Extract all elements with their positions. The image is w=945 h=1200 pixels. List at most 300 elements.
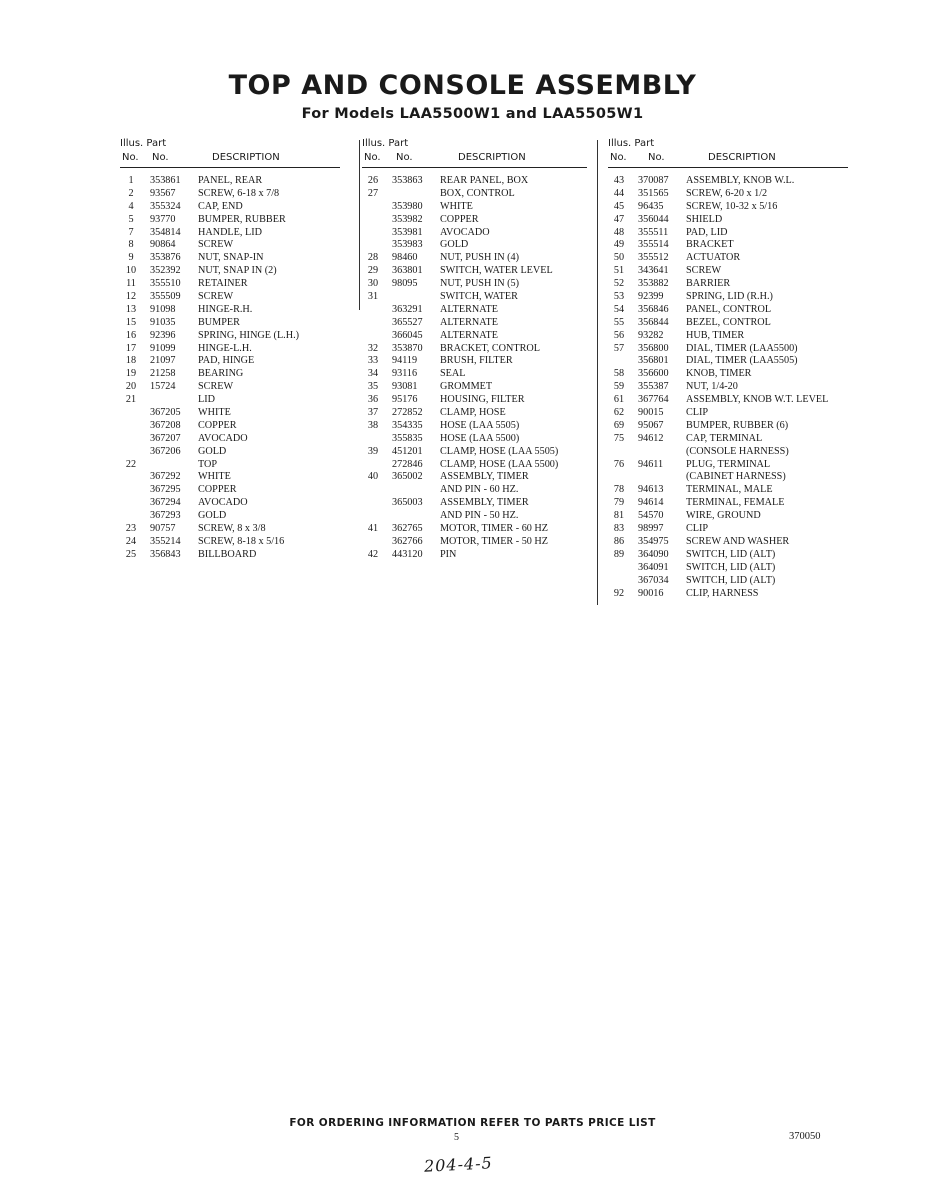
parts-row [362, 343, 587, 356]
part-description: BRACKET [686, 239, 734, 251]
part-number: 96435 [638, 200, 664, 212]
parts-row [608, 446, 848, 459]
part-number: 362765 [392, 523, 423, 535]
parts-row [362, 317, 587, 330]
part-description: ASSEMBLY, KNOB W.L. [686, 175, 795, 186]
parts-row [608, 407, 848, 420]
part-description: NUT, 1/4-20 [686, 381, 738, 393]
column-header-no: No. [610, 152, 627, 163]
parts-row [362, 368, 587, 381]
part-number: 354975 [638, 535, 669, 547]
parts-row [120, 317, 340, 330]
part-number: 94119 [392, 355, 418, 367]
part-description: HANDLE, LID [198, 226, 262, 238]
part-number: 355511 [638, 226, 669, 238]
illus-number: 28 [367, 252, 379, 264]
part-description: GOLD [440, 239, 469, 251]
part-description: AVOCADO [440, 226, 490, 238]
parts-row [362, 536, 587, 549]
part-number: 90015 [638, 407, 664, 419]
parts-row [608, 188, 848, 201]
parts-row [362, 394, 587, 407]
illus-number: 48 [613, 226, 625, 238]
part-number: 364091 [638, 561, 669, 573]
part-number: 355324 [150, 200, 181, 212]
illus-number: 42 [367, 548, 379, 560]
illus-number: 51 [613, 265, 625, 277]
parts-row [608, 510, 848, 523]
parts-row [362, 330, 587, 343]
illus-number: 40 [367, 471, 379, 483]
part-number: 367294 [150, 497, 181, 509]
illus-number: 38 [367, 419, 379, 431]
part-number: 354335 [392, 419, 423, 431]
illus-number: 76 [613, 458, 625, 470]
part-description: BRUSH, FILTER [440, 355, 513, 367]
part-number: 21097 [150, 355, 176, 367]
illus-number: 30 [367, 278, 379, 290]
parts-row [120, 549, 340, 562]
parts-row [120, 214, 340, 227]
parts-row [608, 265, 848, 278]
illus-number: 11 [126, 278, 136, 290]
illus-number: 23 [125, 523, 137, 535]
parts-row [608, 343, 848, 356]
part-description: SCREW, 10-32 x 5/16 [686, 200, 778, 212]
parts-row [608, 497, 848, 510]
part-number: 365002 [392, 471, 423, 483]
illus-number: 5 [128, 213, 134, 225]
part-description: NUT, SNAP-IN [198, 252, 264, 264]
part-description: SPRING, LID (R.H.) [686, 291, 773, 303]
parts-row [608, 291, 848, 304]
parts-row [608, 575, 848, 588]
part-number: 356801 [638, 355, 669, 367]
part-description: BARRIER [686, 278, 731, 290]
illus-number: 18 [125, 355, 137, 367]
part-description: NUT, PUSH IN (4) [440, 252, 520, 264]
part-description: CAP, END [198, 200, 243, 212]
part-description: HOUSING, FILTER [440, 394, 525, 406]
part-description: BOX, CONTROL [440, 187, 515, 199]
parts-row [362, 265, 587, 278]
illus-number: 25 [125, 548, 137, 560]
parts-row [362, 471, 587, 484]
page-number: 5 [454, 1132, 459, 1143]
part-description: KNOB, TIMER [686, 368, 752, 380]
part-description: GOLD [198, 510, 227, 522]
part-description: MOTOR, TIMER - 50 HZ [440, 535, 549, 547]
parts-row [120, 459, 340, 472]
parts-row [362, 175, 587, 188]
illus-number: 49 [613, 239, 625, 251]
illus-number: 62 [613, 407, 625, 419]
part-number: 353882 [638, 278, 669, 290]
parts-row [120, 420, 340, 433]
parts-row [362, 497, 587, 510]
illus-number: 50 [613, 252, 625, 264]
illus-number: 83 [613, 523, 625, 535]
part-number: 355835 [392, 432, 423, 444]
illus-number: 52 [613, 278, 625, 290]
part-number: 356800 [638, 342, 669, 354]
part-number: 94614 [638, 497, 664, 509]
column-header-part-no: No. [396, 152, 413, 163]
parts-row [608, 484, 848, 497]
part-number: 353863 [392, 175, 423, 186]
parts-row [608, 252, 848, 265]
part-description: SWITCH, WATER LEVEL [440, 265, 553, 277]
part-number: 365527 [392, 316, 423, 328]
part-description: GROMMET [440, 381, 493, 393]
parts-row [608, 459, 848, 472]
column-header-illus-part: Illus. Part [608, 138, 655, 149]
part-description: NUT, PUSH IN (5) [440, 278, 520, 290]
part-number: 93770 [150, 213, 176, 225]
parts-row [120, 201, 340, 214]
part-number: 21258 [150, 368, 176, 380]
illus-number: 13 [125, 303, 137, 315]
page-title: TOP AND CONSOLE ASSEMBLY [228, 70, 697, 101]
part-description: ASSEMBLY, TIMER [440, 497, 529, 509]
parts-row [120, 252, 340, 265]
parts-row [608, 536, 848, 549]
part-description: SCREW, 6-20 x 1/2 [686, 187, 768, 199]
parts-row [608, 549, 848, 562]
part-description: GOLD [198, 445, 227, 457]
parts-row [608, 394, 848, 407]
column-header-part-no: No. [648, 152, 665, 163]
illus-number: 21 [125, 394, 137, 406]
part-description: MOTOR, TIMER - 60 HZ [440, 523, 549, 535]
part-description: ASSEMBLY, KNOB W.T. LEVEL [686, 394, 829, 406]
part-number: 370087 [638, 175, 669, 186]
part-description: CLIP [686, 407, 709, 419]
parts-row [120, 446, 340, 459]
part-description: SCREW, 8 x 3/8 [198, 523, 266, 535]
part-number: 272852 [392, 407, 423, 419]
parts-row [362, 201, 587, 214]
illus-number: 34 [367, 368, 379, 380]
part-description: ALTERNATE [440, 316, 498, 328]
illus-number: 36 [367, 394, 379, 406]
part-description: SCREW, 6-18 x 7/8 [198, 187, 280, 199]
illus-number: 75 [613, 432, 625, 444]
part-description: (CABINET HARNESS) [686, 471, 786, 483]
parts-row [362, 523, 587, 536]
column-header-illus-part: Illus. Part [120, 138, 167, 149]
part-number: 356846 [638, 303, 669, 315]
part-number: 343641 [638, 265, 669, 277]
illus-number: 17 [125, 342, 137, 354]
part-description: SCREW [198, 381, 234, 393]
parts-row [362, 484, 587, 497]
part-number: 356600 [638, 368, 669, 380]
part-number: 93116 [392, 368, 418, 380]
part-number: 363291 [392, 303, 423, 315]
part-description: BUMPER [198, 316, 240, 328]
part-description: SCREW [198, 291, 234, 303]
parts-row [362, 433, 587, 446]
illus-number: 31 [367, 291, 379, 303]
part-description: SCREW [686, 265, 722, 277]
part-description: CLAMP, HOSE (LAA 5505) [440, 445, 559, 457]
parts-row [120, 343, 340, 356]
part-number: 15724 [150, 381, 176, 393]
part-description: ALTERNATE [440, 329, 498, 341]
column-header-part-no: No. [152, 152, 169, 163]
illus-number: 35 [367, 381, 379, 393]
parts-row [120, 355, 340, 368]
illus-number: 15 [125, 316, 137, 328]
header-rule [608, 167, 848, 168]
parts-row [362, 227, 587, 240]
part-description: HUB, TIMER [686, 329, 745, 341]
part-description: WHITE [198, 471, 231, 483]
illus-number: 37 [367, 407, 379, 419]
part-number: 351565 [638, 187, 669, 199]
illus-number: 43 [613, 175, 625, 186]
part-description: SEAL [440, 368, 466, 380]
parts-row [120, 394, 340, 407]
parts-row [362, 278, 587, 291]
parts-row [608, 368, 848, 381]
illus-number: 39 [367, 445, 379, 457]
part-description: AVOCADO [198, 432, 248, 444]
part-description: (CONSOLE HARNESS) [686, 445, 789, 457]
parts-row [120, 330, 340, 343]
part-description: NUT, SNAP IN (2) [198, 265, 277, 277]
column-header-description: DESCRIPTION [212, 152, 280, 163]
parts-row [608, 562, 848, 575]
part-number: 355514 [638, 239, 669, 251]
illus-number: 20 [125, 381, 137, 393]
part-description: SCREW, 8-18 x 5/16 [198, 535, 285, 547]
part-description: AND PIN - 60 HZ. [440, 484, 519, 496]
parts-row [608, 175, 848, 188]
part-description: SPRING, HINGE (L.H.) [198, 329, 300, 341]
part-description: BEZEL, CONTROL [686, 316, 771, 328]
part-number: 90016 [638, 587, 664, 599]
parts-row [608, 201, 848, 214]
parts-row [608, 355, 848, 368]
part-number: 92399 [638, 291, 664, 303]
part-description: SCREW [198, 239, 234, 251]
part-number: 367295 [150, 484, 181, 496]
parts-row [362, 239, 587, 252]
part-number: 94611 [638, 458, 664, 470]
part-number: 353982 [392, 213, 423, 225]
illus-number: 1 [128, 175, 134, 186]
part-description: PAD, HINGE [198, 355, 255, 367]
part-number: 363801 [392, 265, 423, 277]
illus-number: 54 [613, 303, 625, 315]
part-description: WHITE [440, 200, 473, 212]
part-number: 356044 [638, 213, 669, 225]
page-subtitle: For Models LAA5500W1 and LAA5505W1 [301, 106, 644, 122]
column-divider-2 [597, 140, 598, 605]
part-number: 365003 [392, 497, 423, 509]
illus-number: 61 [613, 394, 625, 406]
part-description: AVOCADO [198, 497, 248, 509]
part-description: WIRE, GROUND [686, 510, 761, 522]
part-number: 367205 [150, 407, 181, 419]
part-number: 93282 [638, 329, 664, 341]
parts-row [120, 188, 340, 201]
parts-row [120, 523, 340, 536]
parts-row [362, 188, 587, 201]
parts-row [362, 407, 587, 420]
part-description: TERMINAL, FEMALE [686, 497, 785, 509]
parts-row [608, 214, 848, 227]
part-description: PIN [440, 548, 457, 560]
illus-number: 9 [128, 252, 134, 264]
ordering-note: FOR ORDERING INFORMATION REFER TO PARTS PRICE LIST [289, 1117, 656, 1129]
illus-number: 69 [613, 419, 625, 431]
part-description: COPPER [198, 419, 237, 431]
parts-row [120, 471, 340, 484]
illus-number: 29 [367, 265, 379, 277]
parts-row [120, 484, 340, 497]
illus-number: 19 [125, 368, 137, 380]
illus-number: 8 [128, 239, 134, 251]
part-description: SWITCH, LID (ALT) [686, 548, 776, 560]
illus-number: 41 [367, 523, 379, 535]
part-number: 94613 [638, 484, 664, 496]
illus-number: 79 [613, 497, 625, 509]
part-description: ALTERNATE [440, 303, 498, 315]
part-description: BEARING [198, 368, 244, 380]
part-description: BUMPER, RUBBER [198, 213, 286, 225]
part-number: 91098 [150, 303, 176, 315]
part-description: COPPER [198, 484, 237, 496]
column-header-description: DESCRIPTION [708, 152, 776, 163]
parts-row [120, 278, 340, 291]
illus-number: 58 [613, 368, 625, 380]
parts-row [120, 510, 340, 523]
part-description: BILLBOARD [198, 548, 257, 560]
part-description: PANEL, CONTROL [686, 303, 772, 315]
part-description: SWITCH, WATER [440, 291, 518, 303]
part-number: 92396 [150, 329, 176, 341]
column-divider-1 [359, 140, 360, 310]
illus-number: 55 [613, 316, 625, 328]
part-description: AND PIN - 50 HZ. [440, 510, 519, 522]
part-description: PLUG, TERMINAL [686, 458, 771, 470]
illus-number: 92 [613, 587, 625, 599]
part-description: BRACKET, CONTROL [440, 342, 540, 354]
part-number: 90757 [150, 523, 176, 535]
part-number: 98095 [392, 278, 418, 290]
column-header-no: No. [122, 152, 139, 163]
part-description: HINGE-R.H. [198, 303, 253, 315]
part-description: PAD, LID [686, 226, 728, 238]
part-number: 367293 [150, 510, 181, 522]
parts-row [362, 304, 587, 317]
part-number: 451201 [392, 445, 423, 457]
illus-number: 81 [613, 510, 625, 522]
part-number: 272846 [392, 458, 423, 470]
part-number: 354814 [150, 226, 181, 238]
parts-row [362, 446, 587, 459]
document-code: 370050 [789, 1131, 821, 1142]
part-number: 367764 [638, 394, 669, 406]
part-number: 98460 [392, 252, 418, 264]
illus-number: 47 [613, 213, 625, 225]
part-description: PANEL, REAR [198, 175, 263, 186]
illus-number: 45 [613, 200, 625, 212]
part-description: CLIP, HARNESS [686, 587, 759, 599]
illus-number: 10 [125, 265, 137, 277]
part-number: 90864 [150, 239, 176, 251]
parts-row [362, 420, 587, 433]
parts-row [608, 304, 848, 317]
part-number: 54570 [638, 510, 664, 522]
part-number: 355510 [150, 278, 181, 290]
parts-row [120, 175, 340, 188]
column-header-no: No. [364, 152, 381, 163]
illus-number: 89 [613, 548, 625, 560]
part-description: CLIP [686, 523, 709, 535]
illus-number: 32 [367, 342, 379, 354]
part-description: DIAL, TIMER (LAA5500) [686, 342, 798, 354]
parts-row [362, 549, 587, 562]
part-description: SCREW AND WASHER [686, 535, 790, 547]
part-description: TERMINAL, MALE [686, 484, 773, 496]
parts-row [362, 381, 587, 394]
part-number: 93567 [150, 187, 176, 199]
parts-row [608, 317, 848, 330]
part-description: DIAL, TIMER (LAA5505) [686, 355, 798, 367]
part-number: 353870 [392, 342, 423, 354]
parts-row [362, 214, 587, 227]
illus-number: 86 [613, 535, 625, 547]
part-number: 367034 [638, 574, 669, 586]
parts-row [608, 588, 848, 601]
handwritten-note: 204-4-5 [423, 1153, 494, 1176]
part-description: CAP, TERMINAL [686, 432, 763, 444]
column-header-description: DESCRIPTION [458, 152, 526, 163]
parts-row [120, 497, 340, 510]
parts-row [120, 381, 340, 394]
parts-row [120, 239, 340, 252]
parts-row [120, 407, 340, 420]
part-number: 366045 [392, 329, 423, 341]
part-description: SWITCH, LID (ALT) [686, 561, 776, 573]
part-description: REAR PANEL, BOX [440, 175, 529, 186]
part-number: 93081 [392, 381, 418, 393]
parts-row [362, 355, 587, 368]
part-description: TOP [198, 458, 218, 470]
part-number: 362766 [392, 535, 423, 547]
part-description: LID [198, 394, 215, 406]
parts-row [608, 278, 848, 291]
part-number: 367208 [150, 419, 181, 431]
parts-row [608, 420, 848, 433]
illus-number: 59 [613, 381, 625, 393]
illus-number: 24 [125, 535, 137, 547]
illus-number: 7 [128, 226, 134, 238]
parts-row [608, 239, 848, 252]
part-description: ASSEMBLY, TIMER [440, 471, 529, 483]
illus-number: 57 [613, 342, 625, 354]
part-number: 98997 [638, 523, 664, 535]
part-number: 356844 [638, 316, 669, 328]
parts-row [608, 330, 848, 343]
part-number: 367207 [150, 432, 181, 444]
illus-number: 56 [613, 329, 625, 341]
part-number: 353980 [392, 200, 423, 212]
